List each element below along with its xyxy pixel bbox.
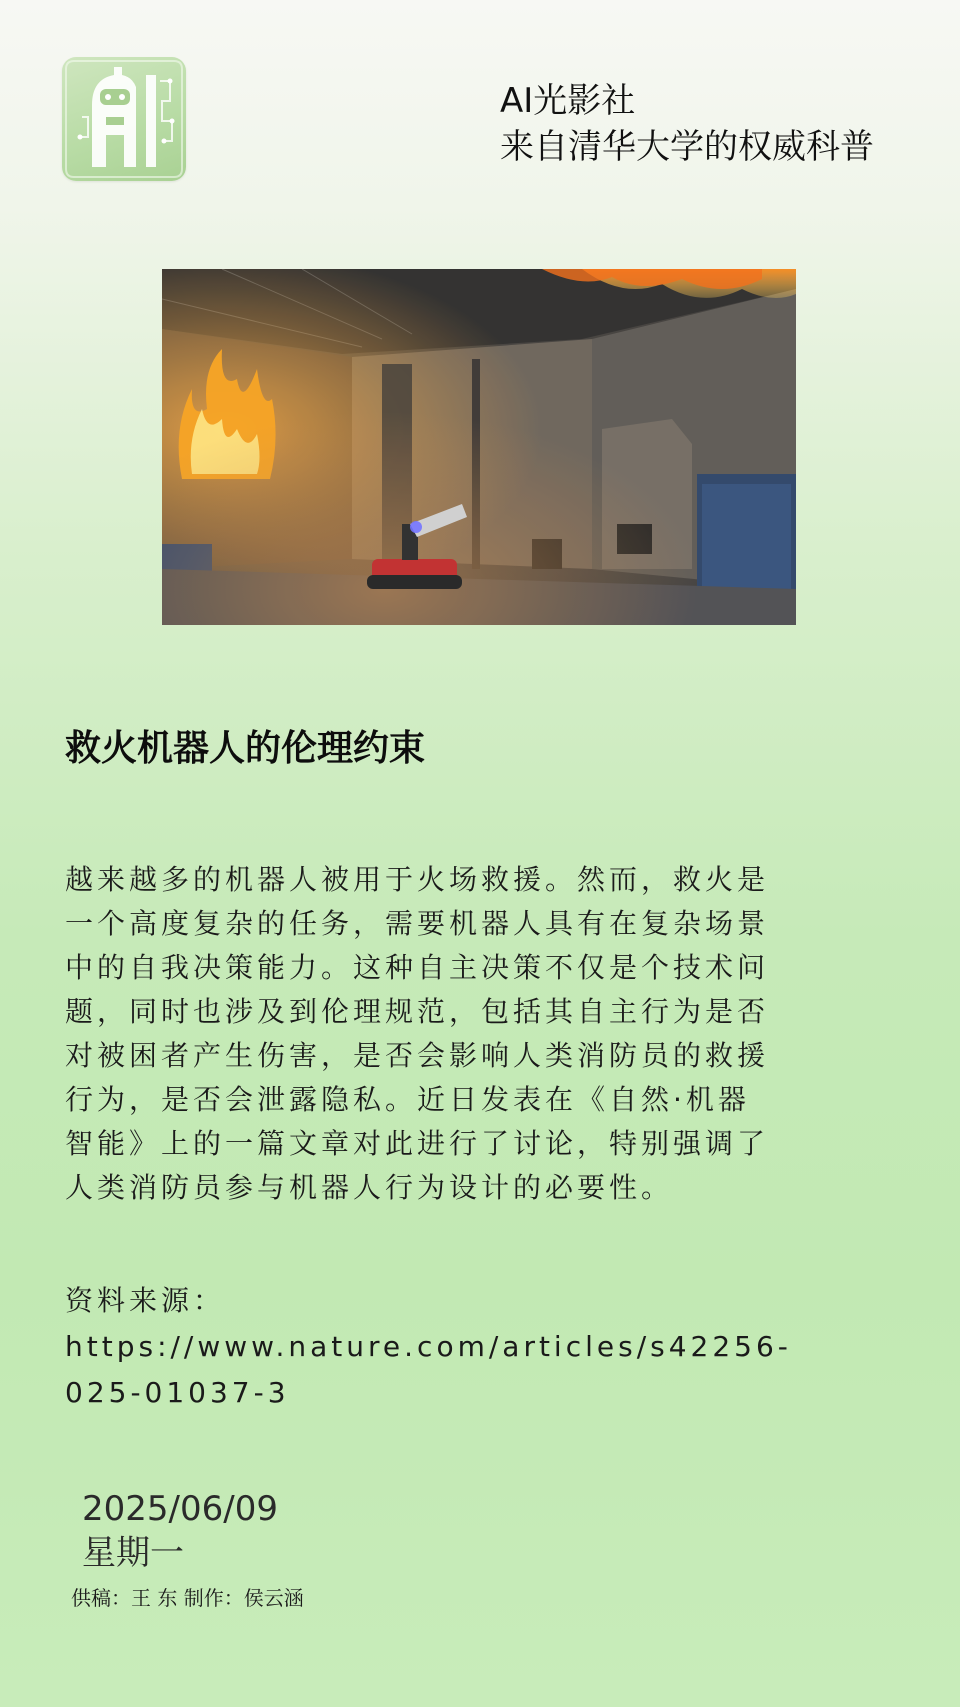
body-line: 对被困者产生伤害，是否会影响人类消防员的救援 [65, 1039, 770, 1072]
credits: 供稿：王 东 制作：侯云涵 [71, 1586, 304, 1610]
article-title: 救火机器人的伦理约束 [65, 727, 426, 769]
body-line: 越来越多的机器人被用于火场救援。然而，救火是 [65, 863, 770, 896]
brand-tagline: 来自清华大学的权威科普 [500, 127, 874, 167]
source-link-continued[interactable]: 025-01037-3 [65, 1376, 290, 1409]
source-link[interactable]: https://www.nature.com/articles/s42256- [65, 1330, 792, 1363]
firefighting-robot-photo [162, 269, 796, 625]
article-body [65, 858, 925, 1210]
body-line: 题，同时也涉及到伦理规范，包括其自主行为是否 [65, 995, 770, 1028]
source-label: 资料来源： [65, 1284, 226, 1317]
ai-robot-logo-icon [62, 57, 186, 181]
body-line: 中的自我决策能力。这种自主决策不仅是个技术问 [65, 951, 770, 984]
body-line: 人类消防员参与机器人行为设计的必要性。 [65, 1171, 674, 1204]
source-block [65, 1278, 925, 1416]
body-line: 智能》上的一篇文章对此进行了讨论，特别强调了 [65, 1127, 770, 1160]
brand-name: AI光影社 [500, 81, 636, 121]
publish-date: 2025/06/09 [82, 1489, 278, 1529]
body-line: 一个高度复杂的任务，需要机器人具有在复杂场景 [65, 907, 770, 940]
brand-header [500, 78, 940, 170]
body-line: 行为，是否会泄露隐私。近日发表在《自然·机器 [65, 1083, 750, 1116]
publish-weekday: 星期一 [82, 1533, 184, 1573]
date-block [82, 1487, 278, 1575]
